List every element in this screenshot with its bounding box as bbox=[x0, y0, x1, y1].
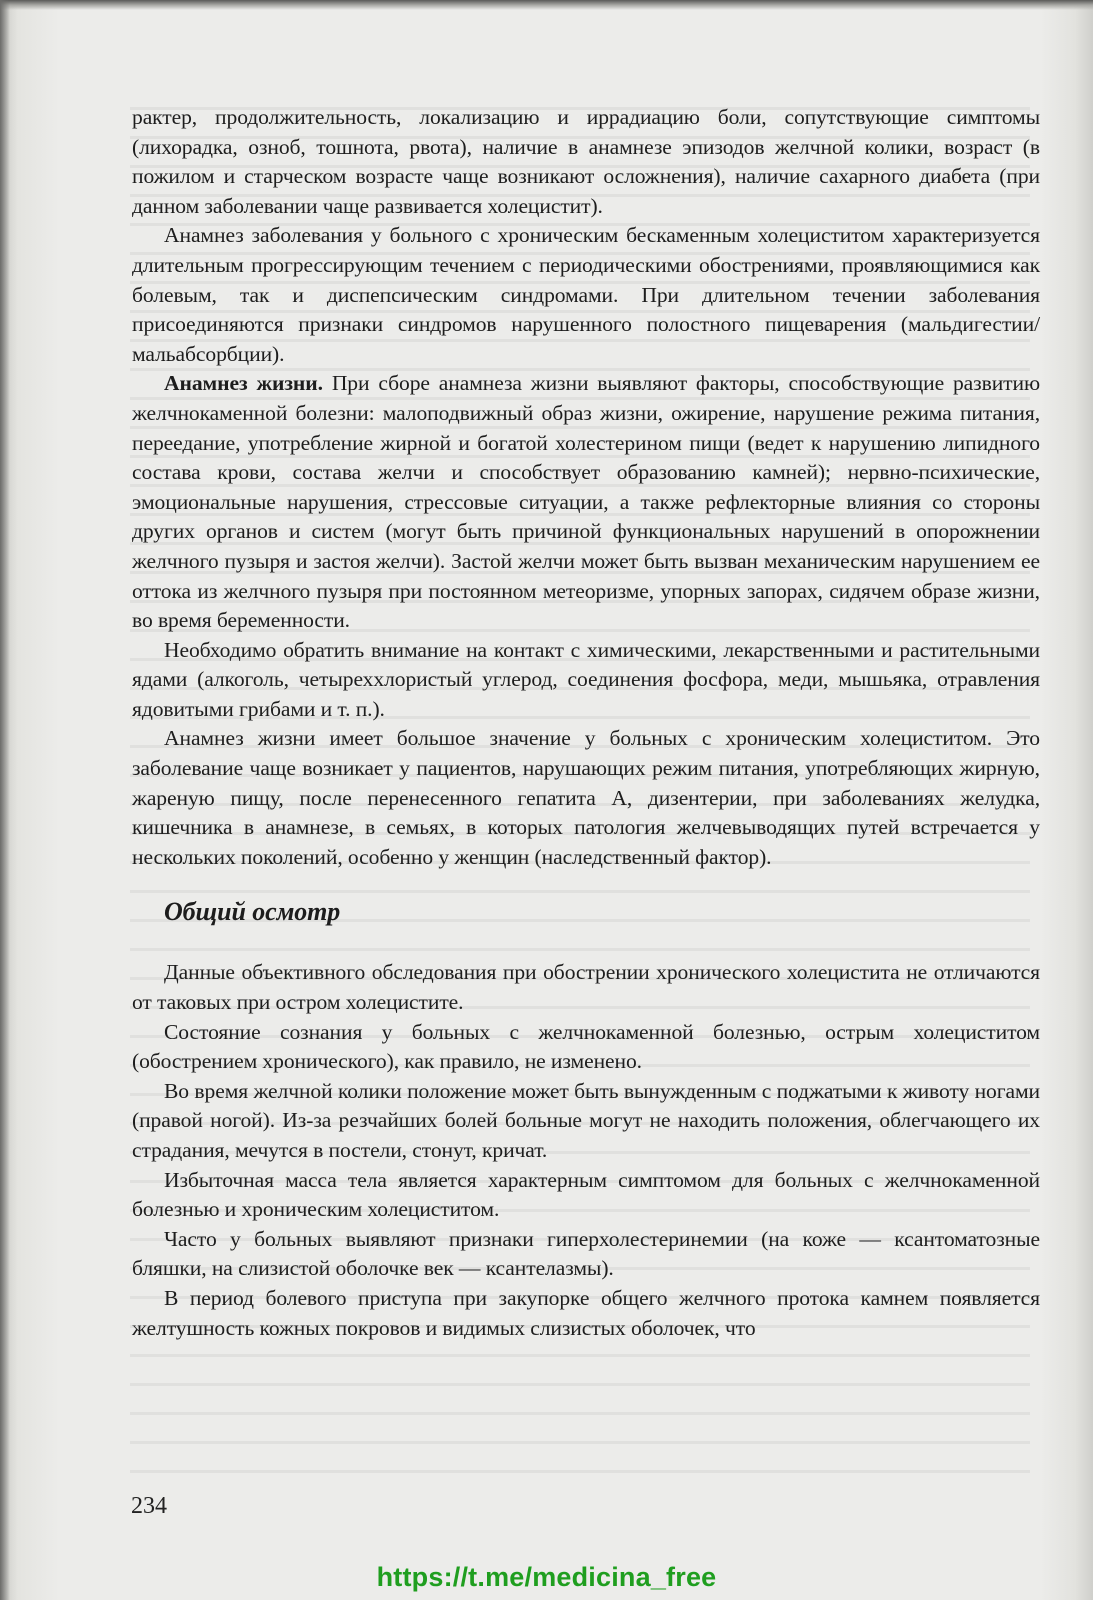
paragraph-position: Во время желчной колики положение может быть вынужденным с поджатыми к животу ногами (правой ногой). Из-за резчайших болей больные могут не находить положения, облегчающего их страдания, мечутся в постели, стонут, кричат. bbox=[132, 1078, 1040, 1162]
body-text bbox=[132, 103, 1040, 1343]
page-number: 234 bbox=[131, 1493, 167, 1519]
watermark-link[interactable]: https://t.me/medicina_free bbox=[376, 1562, 717, 1592]
paragraph-body-weight: Избыточная масса тела является характерным симптомом для больных с желчнокаменной болезнью и хроническим холециститом. bbox=[132, 1167, 1040, 1222]
paragraph-continuation: рактер, продолжительность, локализацию и иррадиацию боли, сопутствующие симптомы (лихорадка, озноб, тошнота, рвота), наличие в анамнезе эпизодов желчной колики, возраст (в пожилом и старческом возрасте чаще возникают осложнения), наличие сахарного диабета (при данном заболевании чаще развивается холецистит). bbox=[132, 105, 1040, 218]
paragraph-disease-history: Анамнез заболевания у больного с хроническим бескаменным холециститом характеризуется длительным прогрессирующим течением с периодическими обострениями, проявляющимися как болевым, так и диспепсическим синдромами. При длительном течении заболевания присоединяются признаки синдромов нарушенного полостного пищеварения (мальдигестии/мальабсорбции). bbox=[132, 223, 1040, 366]
paragraph-consciousness: Состояние сознания у больных с желчнокаменной болезнью, острым холециститом (обострением хронического), как правило, не изменено. bbox=[132, 1019, 1040, 1074]
paragraph-hypercholesterolemia: Часто у больных выявляют признаки гиперхолестеринемии (на коже — ксантоматозные бляшки, на слизистой оболочке век — ксантелазмы). bbox=[132, 1226, 1040, 1281]
page-top-edge-shadow bbox=[0, 0, 1093, 10]
paragraph-objective-exam: Данные объективного обследования при обострении хронического холецистита не отличаются от таковых при остром холецистите. bbox=[132, 960, 1040, 1015]
paragraph-chronic-cholecystitis: Анамнез жизни имеет большое значение у больных с хроническим холециститом. Это заболевание чаще возникает у пациентов, нарушающих режим питания, употребляющих жирную, жареную пищу, после перенесенного гепатита А, дизентерии, при заболеваниях желудка, кишечника в анамнезе, в семьях, в которых патология желчевыводящих путей встречается у нескольких поколений, особенно у женщин (наследственный фактор). bbox=[132, 726, 1040, 869]
life-history-lead-in: Анамнез жизни. bbox=[164, 371, 323, 396]
page-binding-shadow bbox=[0, 0, 10, 1600]
paragraph-toxic-contact: Необходимо обратить внимание на контакт с химическими, лекарственными и растительными ядами (алкоголь, четыреххлористый углерод, соединения фосфора, меди, мышьяка, отравления ядовитыми грибами и т. п.). bbox=[132, 637, 1040, 721]
life-history-text: При сборе анамнеза жизни выявляют факторы, способствующие развитию желчнокаменной болезни: малоподвижный образ жизни, ожирение, нарушение режима питания, переедание, употребление жирной и богатой холестерином пищи (ведет к нарушению липидного состава крови, состава желчи и способствует образованию камней); нервно-психические, эмоциональные нарушения, стрессовые ситуации, а также рефлекторные влияния со стороны других органов и систем (могут быть причиной функциональных нарушений в опорожнении желчного пузыря и застоя желчи). Застой желчи может быть вызван механическим нарушением ее оттока из желчного пузыря при постоянном метеоризме, упорных запорах, сидячем образе жизни, во время беременности. bbox=[132, 371, 1040, 633]
paragraph-life-history bbox=[132, 369, 1040, 635]
section-heading: Общий осмотр bbox=[164, 897, 341, 927]
paragraph-jaundice: В период болевого приступа при закупорке общего желчного протока камнем появляется желтушность кожных покровов и видимых слизистых оболочек, что bbox=[132, 1285, 1040, 1340]
